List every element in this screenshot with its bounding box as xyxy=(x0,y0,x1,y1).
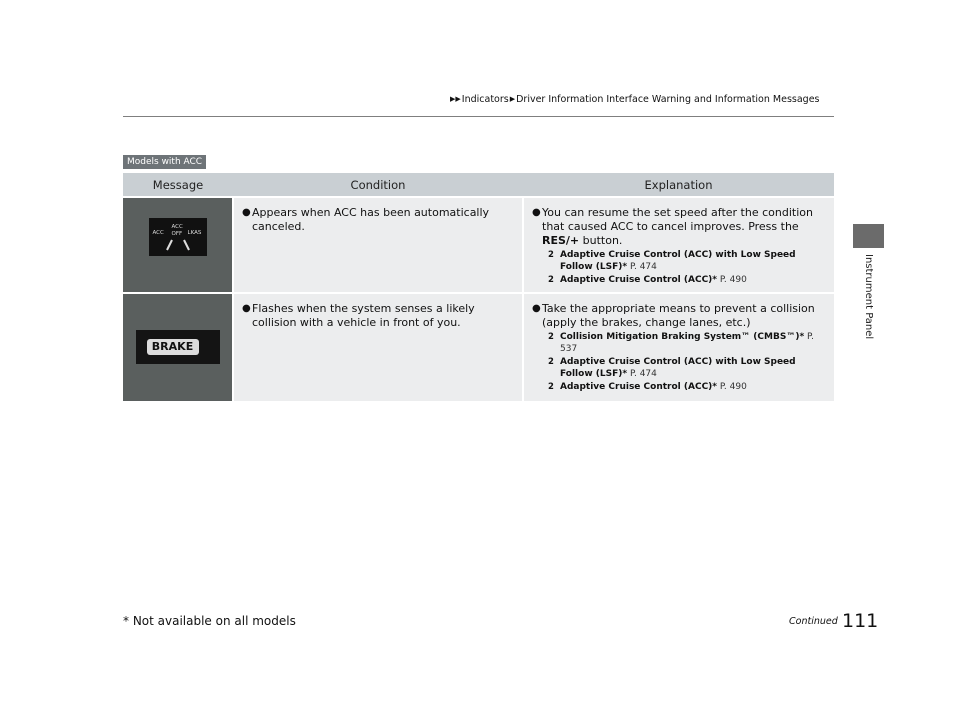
brake-indicator-image xyxy=(136,330,220,364)
reference-page: P. 474 xyxy=(629,369,657,379)
reference-icon: 2 xyxy=(548,332,554,342)
lane-lines-icon xyxy=(149,218,207,256)
reference-icon: 2 xyxy=(548,250,554,260)
breadcrumb-indicators: Indicators xyxy=(461,94,509,105)
page-reference[interactable] xyxy=(548,381,828,393)
explanation-cell xyxy=(523,197,834,293)
reference-icon: 2 xyxy=(548,357,554,367)
condition-text: Appears when ACC has been automatically canceled. xyxy=(252,206,490,233)
reference-title: Adaptive Cruise Control (ACC) with Low Speed Follow (LSF) xyxy=(560,250,796,272)
table-row xyxy=(123,293,834,401)
section-tab xyxy=(853,224,884,248)
reference-title: Collision Mitigation Braking System™ (CMBS™) xyxy=(560,332,800,342)
bullet-icon: ● xyxy=(532,207,541,218)
page-reference[interactable] xyxy=(548,249,828,273)
section-label: Instrument Panel xyxy=(863,254,874,340)
acc-off-label-top: ACC xyxy=(171,224,183,230)
bullet-icon: ● xyxy=(242,207,251,218)
explanation-text: Take the appropriate means to prevent a collision (apply the brakes, change lanes, etc.) xyxy=(542,302,815,329)
page-number: 111 xyxy=(842,610,879,632)
table-header-row xyxy=(123,173,834,197)
acc-off-label-bottom: OFF xyxy=(171,231,183,237)
reference-star: * xyxy=(712,275,718,285)
bullet-icon: ● xyxy=(242,303,251,314)
arrow-icon: ▶ xyxy=(509,95,516,103)
column-header-message: Message xyxy=(123,173,233,197)
page-reference[interactable] xyxy=(548,331,828,355)
page-reference[interactable] xyxy=(548,274,828,286)
explanation-end: button. xyxy=(579,234,623,247)
res-button-label: RES/+ xyxy=(542,234,580,247)
reference-icon: 2 xyxy=(548,275,554,285)
condition-cell xyxy=(233,197,523,293)
reference-icon: 2 xyxy=(548,382,554,392)
explanation-text: You can resume the set speed after the condition that caused ACC to cancel improves. Press the xyxy=(542,206,813,233)
message-image-cell xyxy=(123,197,233,293)
footnote: * Not available on all models xyxy=(123,614,296,628)
reference-star: * xyxy=(622,369,628,379)
acc-label: ACC xyxy=(152,230,164,236)
reference-page: P. 537 xyxy=(560,332,814,354)
continued-label: Continued xyxy=(789,616,838,627)
breadcrumb xyxy=(449,94,820,105)
double-arrow-icon: ▶▶ xyxy=(450,95,461,103)
brake-label: BRAKE xyxy=(147,339,199,355)
models-badge: Models with ACC xyxy=(123,155,206,169)
condition-text: Flashes when the system senses a likely collision with a vehicle in front of you. xyxy=(252,302,475,329)
column-header-condition: Condition xyxy=(233,173,523,197)
reference-star: * xyxy=(622,262,628,272)
reference-title: Adaptive Cruise Control (ACC) xyxy=(560,275,713,285)
reference-page: P. 474 xyxy=(629,262,657,272)
reference-page: P. 490 xyxy=(719,382,747,392)
explanation-cell xyxy=(523,293,834,401)
reference-star: * xyxy=(799,332,805,342)
message-image-cell xyxy=(123,293,233,401)
reference-title: Adaptive Cruise Control (ACC) xyxy=(560,382,713,392)
reference-title: Adaptive Cruise Control (ACC) with Low Speed Follow (LSF) xyxy=(560,357,796,379)
table-row xyxy=(123,197,834,293)
reference-star: * xyxy=(712,382,718,392)
reference-page: P. 490 xyxy=(719,275,747,285)
lkas-label: LKAS xyxy=(187,230,202,236)
message-table xyxy=(123,173,834,401)
breadcrumb-section: Driver Information Interface Warning and Information Messages xyxy=(516,94,820,105)
page-reference[interactable] xyxy=(548,356,828,380)
column-header-explanation: Explanation xyxy=(523,173,834,197)
header-rule xyxy=(123,116,834,117)
condition-cell xyxy=(233,293,523,401)
bullet-icon: ● xyxy=(532,303,541,314)
acc-off-indicator-image xyxy=(149,218,207,256)
